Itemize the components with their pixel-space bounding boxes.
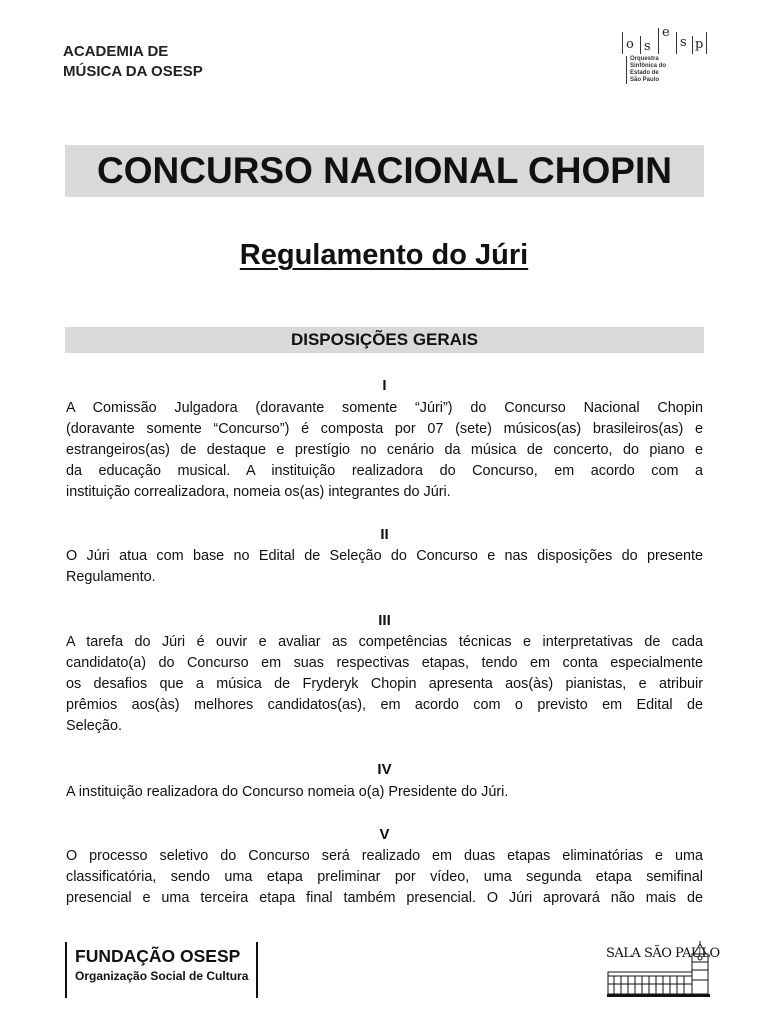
osesp-logo	[622, 26, 712, 94]
article-number: II	[380, 526, 389, 543]
academia-logo	[63, 42, 203, 82]
text-line: candidato(a) do Concurso em suas respectivas etapas, tendo em conta especialmente	[66, 655, 703, 671]
article-number: I	[382, 377, 387, 394]
sala-wordmark: SALA SÃO PAULO	[606, 946, 720, 961]
text-line: O Júri atua com base no Edital de Seleção do Concurso e nas disposições do presente	[66, 548, 703, 564]
academia-line-2: MÚSICA DA OSESP	[63, 63, 203, 80]
text-line: Seleção.	[66, 718, 123, 734]
osesp-letters	[622, 26, 706, 54]
document-subtitle: Regulamento do Júri	[239, 239, 529, 271]
osesp-divider	[640, 36, 641, 54]
fundacao-osesp-logo	[65, 942, 258, 998]
osesp-divider	[658, 28, 659, 54]
article-text	[66, 632, 703, 737]
text-line: Regulamento.	[66, 569, 156, 585]
osesp-letter: o	[626, 37, 634, 52]
fundacao-subtitle: Organização Social de Cultura	[75, 969, 249, 983]
text-line: A Comissão Julgadora (doravante somente “Júri”) do Concurso Nacional Chopin	[66, 400, 703, 416]
osesp-divider	[676, 32, 677, 54]
section-heading: DISPOSIÇÕES GERAIS	[290, 330, 479, 349]
text-line: prêmios aos(às) melhores candidatos(as), em acordo com o previsto em Edital de	[66, 697, 703, 713]
text-line: classificatória, sendo uma etapa preliminar por vídeo, uma segunda etapa semifinal	[66, 869, 703, 885]
academia-line-1: ACADEMIA DE	[63, 43, 169, 60]
article-number: IV	[377, 761, 392, 778]
section-banner	[65, 327, 704, 353]
article-text	[66, 398, 703, 503]
article-text	[66, 846, 703, 909]
text-line: instituição correalizadora, nomeia os(as) integrantes do Júri.	[66, 484, 451, 500]
text-line: estrangeiros(as) de destaque e prestígio no cenário da música de concerto, do piano e	[66, 442, 703, 458]
osesp-sub-line: Estado de	[630, 70, 659, 76]
osesp-divider	[692, 36, 693, 54]
text-line: (doravante somente “Concurso”) é composta por 07 (sete) músicos(as) brasileiros(as) e	[66, 421, 703, 437]
osesp-divider	[706, 32, 707, 54]
osesp-divider	[622, 32, 623, 54]
document-title: CONCURSO NACIONAL CHOPIN	[97, 150, 672, 191]
osesp-sub-line: São Paulo	[630, 77, 660, 83]
article-text	[66, 546, 703, 588]
osesp-letter: p	[695, 37, 704, 52]
article-number: III	[378, 612, 391, 629]
osesp-sub-line: Orquestra	[630, 56, 659, 62]
article-number: V	[379, 826, 390, 843]
text-line: A tarefa do Júri é ouvir e avaliar as competências técnicas e interpretativas de cada	[66, 634, 703, 650]
osesp-letter: s	[680, 35, 687, 50]
sala-sao-paulo-logo	[606, 940, 720, 1000]
osesp-letter: s	[644, 39, 651, 54]
title-banner	[65, 145, 704, 197]
osesp-subtitle	[626, 56, 666, 84]
text-line: O processo seletivo do Concurso será realizado em duas etapas eliminatórias e uma	[66, 848, 703, 864]
text-line: da educação musical. A instituição realizadora do Concurso, em acordo com a	[66, 463, 703, 479]
osesp-letter: e	[662, 25, 670, 40]
text-line: os desafios que a música de Fryderyk Chopin apresenta aos(às) pianistas, e atribuir	[66, 676, 703, 692]
osesp-sub-line: Sinfônica do	[630, 63, 666, 69]
fundacao-title: FUNDAÇÃO OSESP	[75, 946, 241, 966]
building-illustration-icon	[606, 940, 712, 1000]
subtitle-block	[0, 236, 768, 274]
text-line: presencial e uma terceira etapa final também presencial. O Júri aprovará não mais de	[66, 890, 703, 906]
text-line: A instituição realizadora do Concurso nomeia o(a) Presidente do Júri.	[66, 784, 509, 800]
article-text	[66, 782, 703, 803]
